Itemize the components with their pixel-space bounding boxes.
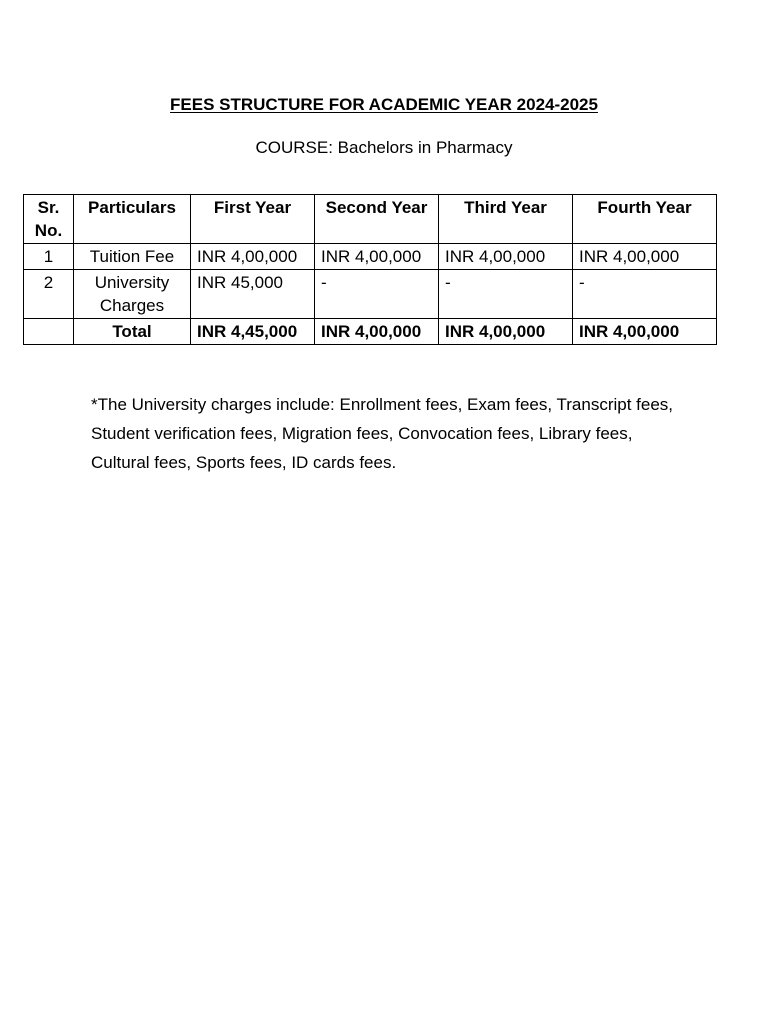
document-title-text: FEES STRUCTURE FOR ACADEMIC YEAR 2024-2025: [170, 95, 598, 114]
document-title: [0, 94, 768, 116]
cell-first-year: INR 4,00,000: [191, 244, 315, 270]
header-fourth-year: Fourth Year: [573, 195, 717, 244]
header-third-year: Third Year: [439, 195, 573, 244]
cell-third-year: INR 4,00,000: [439, 244, 573, 270]
cell-particulars: Tuition Fee: [74, 244, 191, 270]
header-first-year: First Year: [191, 195, 315, 244]
total-first-year: INR 4,45,000: [191, 319, 315, 345]
total-third-year: INR 4,00,000: [439, 319, 573, 345]
table-row: [24, 270, 717, 319]
total-label: Total: [74, 319, 191, 345]
header-second-year: Second Year: [315, 195, 439, 244]
cell-second-year: -: [315, 270, 439, 319]
cell-first-year: INR 45,000: [191, 270, 315, 319]
course-line: COURSE: Bachelors in Pharmacy: [255, 138, 513, 157]
cell-fourth-year: -: [573, 270, 717, 319]
footnote-text: *The University charges include: Enrollment fees, Exam fees, Transcript fees, Student verification fees, Migration fees, Convocation fees, Library fees, Cultural fees, Sports fees, ID cards fees.: [91, 395, 674, 472]
fees-table: [23, 194, 717, 345]
cell-particulars: University Charges: [74, 270, 191, 319]
header-sr-no: Sr. No.: [24, 195, 74, 244]
table-row: [24, 244, 717, 270]
cell-fourth-year: INR 4,00,000: [573, 244, 717, 270]
total-fourth-year: INR 4,00,000: [573, 319, 717, 345]
cell-second-year: INR 4,00,000: [315, 244, 439, 270]
header-particulars: Particulars: [74, 195, 191, 244]
cell-sr-no: 2: [24, 270, 74, 319]
total-second-year: INR 4,00,000: [315, 319, 439, 345]
table-total-row: [24, 319, 717, 345]
table-header-row: [24, 195, 717, 244]
cell-sr-no: 1: [24, 244, 74, 270]
cell-sr-no-empty: [24, 319, 74, 345]
cell-third-year: -: [439, 270, 573, 319]
